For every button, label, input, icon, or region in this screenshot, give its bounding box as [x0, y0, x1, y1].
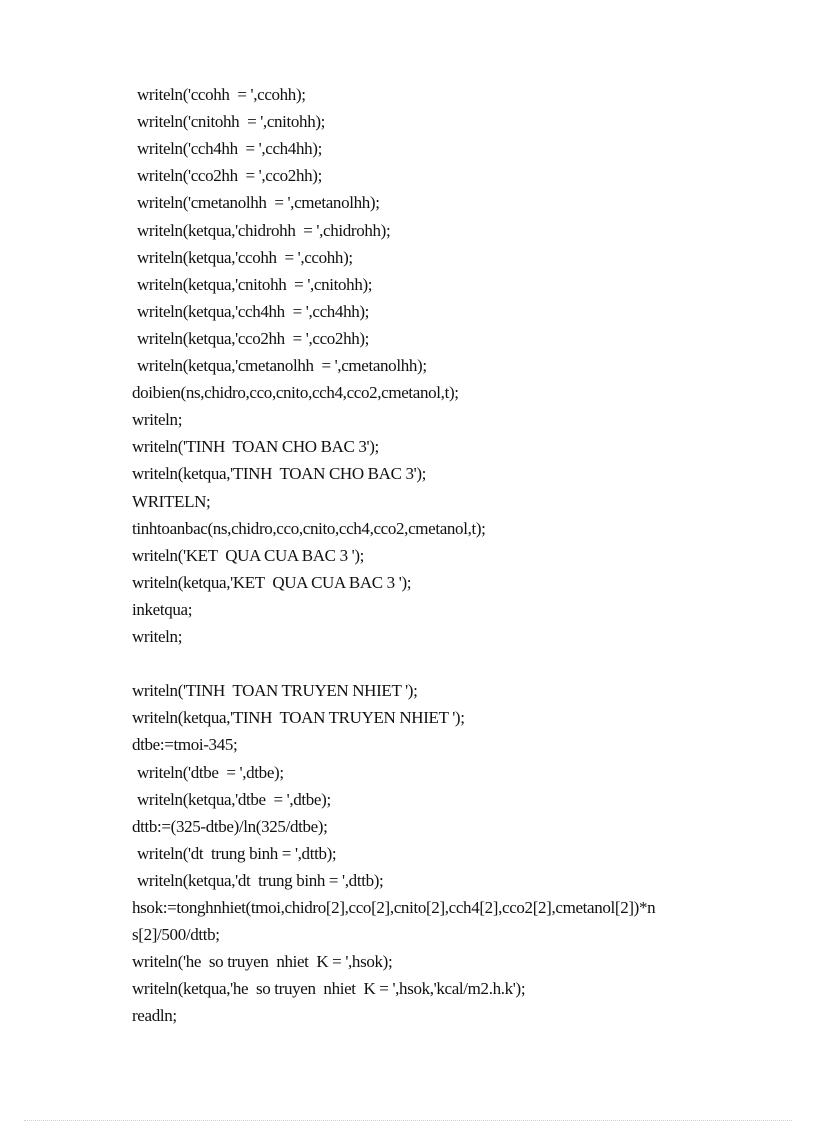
code-line: writeln;	[132, 410, 183, 430]
code-line: s[2]/500/dttb;	[132, 925, 220, 945]
code-line: writeln('cco2hh = ',cco2hh);	[137, 166, 322, 186]
code-line: writeln(ketqua,'ccohh = ',ccohh);	[137, 247, 353, 267]
code-line: doibien(ns,chidro,cco,cnito,cch4,cco2,cmetanol,t);	[132, 383, 459, 403]
code-line: hsok:=tonghnhiet(tmoi,chidro[2],cco[2],cnito[2],cch4[2],cco2[2],cmetanol[2])*n	[132, 898, 656, 917]
code-line: dttb:=(325-dtbe)/ln(325/dtbe);	[132, 816, 328, 836]
code-line: writeln('he so truyen nhiet K = ',hsok);	[132, 952, 393, 972]
code-line: writeln(ketqua,'KET QUA CUA BAC 3 ');	[132, 572, 412, 592]
code-line: writeln('dt trung binh = ',dttb);	[137, 843, 337, 863]
code-line: writeln('TINH TOAN TRUYEN NHIET ');	[132, 681, 418, 701]
code-line: writeln('KET QUA CUA BAC 3 ');	[132, 545, 365, 565]
code-line: writeln(ketqua,'TINH TOAN TRUYEN NHIET ');	[132, 708, 465, 728]
code-line: writeln('cnitohh = ',cnitohh);	[137, 112, 326, 132]
code-line: writeln(ketqua,'chidrohh = ',chidrohh);	[137, 220, 391, 240]
code-line: writeln('dtbe = ',dtbe);	[137, 762, 284, 782]
code-line: writeln('TINH TOAN CHO BAC 3');	[132, 437, 379, 457]
code-line: writeln(ketqua,'cch4hh = ',cch4hh);	[137, 301, 370, 321]
code-line: readln;	[132, 1006, 177, 1026]
code-line: writeln(ketqua,'cnitohh = ',cnitohh);	[137, 274, 373, 294]
code-line: writeln('ccohh = ',ccohh);	[137, 85, 306, 104]
code-line: tinhtoanbac(ns,chidro,cco,cnito,cch4,cco2,cmetanol,t);	[132, 518, 486, 538]
code-line: dtbe:=tmoi-345;	[132, 735, 238, 755]
code-line: writeln('cmetanolhh = ',cmetanolhh);	[137, 193, 380, 213]
code-line: writeln('cch4hh = ',cch4hh);	[137, 139, 322, 159]
code-line: WRITELN;	[132, 491, 211, 511]
code-line: writeln(ketqua,'dt trung binh = ',dttb);	[137, 870, 384, 890]
code-line: writeln(ketqua,'he so truyen nhiet K = ',hsok,'kcal/m2.h.k');	[132, 979, 526, 999]
page-bottom-divider	[24, 1120, 792, 1121]
code-line: writeln(ketqua,'dtbe = ',dtbe);	[137, 789, 331, 809]
code-line: writeln(ketqua,'cmetanolhh = ',cmetanolhh);	[137, 356, 427, 375]
code-line: inketqua;	[132, 599, 193, 619]
code-line: writeln(ketqua,'cco2hh = ',cco2hh);	[137, 328, 370, 348]
code-line: writeln;	[132, 627, 183, 646]
code-line: writeln(ketqua,'TINH TOAN CHO BAC 3');	[132, 464, 427, 484]
